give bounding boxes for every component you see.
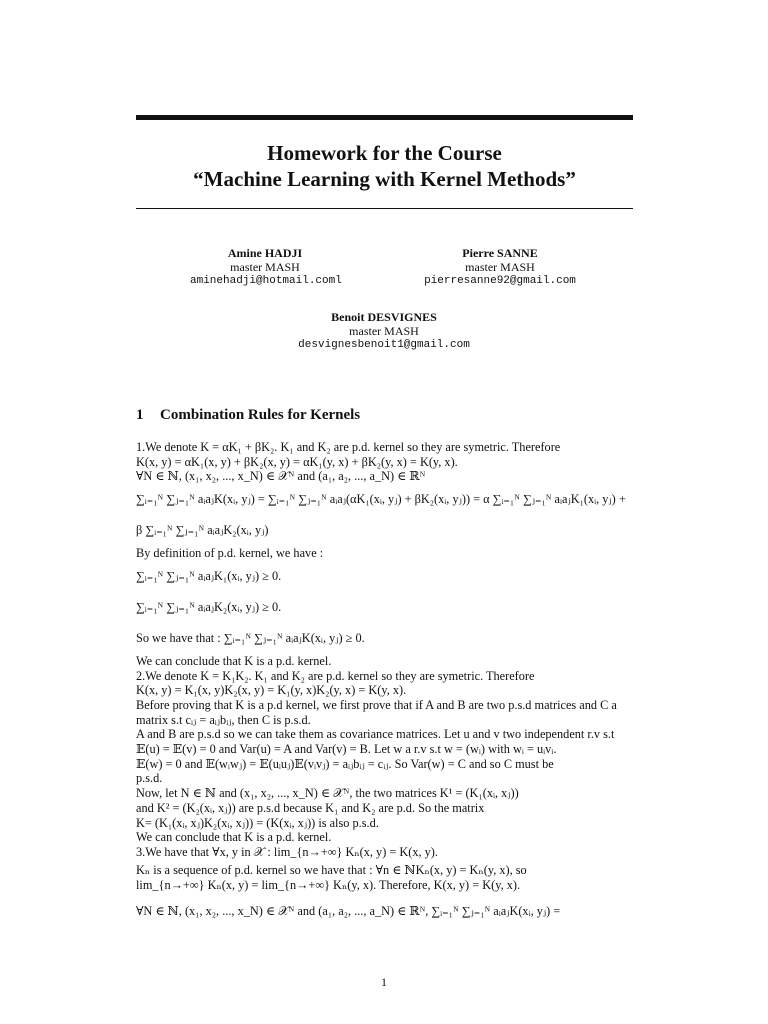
section-number: 1 [136, 407, 144, 423]
paper-title [136, 140, 633, 192]
equation-line: ∑ᵢ₌₁ᴺ ∑ⱼ₌₁ᴺ aᵢaⱼK₁(xᵢ, yⱼ) ≥ 0. [136, 568, 282, 583]
author-block [410, 246, 590, 288]
equation-line: ∑ᵢ₌₁ᴺ ∑ⱼ₌₁ᴺ aᵢaⱼK₂(xᵢ, yⱼ) ≥ 0. [136, 599, 282, 614]
text-line: Before proving that K is a p.d kernel, we first prove that if A and B are two p.s.d matrices and C a [136, 697, 617, 712]
author-name: Pierre SANNE [462, 246, 538, 260]
author-name: Amine HADJI [227, 246, 303, 260]
section-title: Combination Rules for Kernels [160, 407, 361, 423]
author-email: aminehadji@hotmail.coml [190, 275, 342, 287]
author-email: desvignesbenoit1@gmail.com [298, 339, 470, 351]
text-line: A and B are p.s.d so we can take them as covariance matrices. Let u and v two independent r.v s.t [136, 727, 615, 742]
text-line: Now, let N ∈ ℕ and (x₁, x₂, ..., x_N) ∈ 𝒳ᴺ, the two matrices K¹ = (K₁(xᵢ, xⱼ)) [136, 786, 519, 801]
text-line: K(x, y) = K₁(x, y)K₂(x, y) = K₁(y, x)K₂(y, x) = K(y, x). [136, 683, 407, 698]
text-line: 𝔼(u) = 𝔼(v) = 0 and Var(u) = A and Var(v) = B. Let w a r.v s.t w = (wᵢ) with wᵢ = uᵢvᵢ. [136, 742, 557, 757]
equation-line: β ∑ᵢ₌₁ᴺ ∑ⱼ₌₁ᴺ aᵢaⱼK₂(xᵢ, yⱼ) [136, 523, 269, 538]
text-line: Kₙ is a sequence of p.d. kernel so we have that : ∀n ∈ ℕKₙ(x, y) = Kₙ(y, x), so [136, 862, 527, 877]
text-line: matrix s.t cᵢⱼ = aᵢⱼbᵢⱼ, then C is p.s.d. [136, 712, 311, 727]
text-line: ∀N ∈ ℕ, (x₁, x₂, ..., x_N) ∈ 𝒳ᴺ and (a₁, a₂, ..., a_N) ∈ ℝᴺ [136, 469, 426, 484]
page-number: 1 [381, 975, 387, 989]
author-block [190, 246, 340, 288]
text-line: We can conclude that K is a p.d. kernel. [136, 653, 332, 668]
author-affiliation: master MASH [465, 260, 535, 274]
author-affiliation: master MASH [349, 324, 419, 338]
author-affiliation: master MASH [230, 260, 300, 274]
text-line: p.s.d. [136, 771, 163, 786]
text-line: K= (K₁(xᵢ, xⱼ)K₂(xᵢ, xⱼ)) = (K(xᵢ, xⱼ)) is also p.s.d. [136, 815, 379, 830]
equation-line: So we have that : ∑ᵢ₌₁ᴺ ∑ⱼ₌₁ᴺ aᵢaⱼK(xᵢ, yⱼ) ≥ 0. [136, 630, 365, 645]
text-line: By definition of p.d. kernel, we have : [136, 546, 324, 561]
equation-line: ∑ᵢ₌₁ᴺ ∑ⱼ₌₁ᴺ aᵢaⱼK(xᵢ, yⱼ) = ∑ᵢ₌₁ᴺ ∑ⱼ₌₁ᴺ aᵢaⱼ(αK₁(xᵢ, yⱼ) + βK₂(xᵢ, yⱼ)) = α ∑ᵢ₌₁ᴺ ∑ⱼ₌₁ᴺ aᵢaⱼK₁(xᵢ, yⱼ) + [136, 492, 626, 507]
text-line: and K² = (K₂(xᵢ, xⱼ)) are p.s.d because K₁ and K₂ are p.d. So the matrix [136, 800, 485, 815]
section-body [136, 440, 633, 927]
author-name: Benoit DESVIGNES [331, 310, 437, 324]
title-line-2: “Machine Learning with Kernel Methods” [193, 167, 576, 191]
equation-line: lim_{n→+∞} Kₙ(x, y) = lim_{n→+∞} Kₙ(y, x). Therefore, K(x, y) = K(y, x). [136, 877, 521, 892]
text-line: K(x, y) = αK₁(x, y) + βK₂(x, y) = αK₁(y, x) + βK₂(y, x) = K(y, x). [136, 454, 458, 469]
equation-line: 3.We have that ∀x, y in 𝒳 : lim_{n→+∞} Kₙ(x, y) = K(x, y). [136, 844, 438, 859]
text-line: 2.We denote K = K₁K₂. K₁ and K₂ are p.d. kernel so they are symetric. Therefore [136, 668, 535, 683]
text-line: 1.We denote K = αK₁ + βK₂. K₁ and K₂ are p.d. kernel so they are symetric. Therefore [136, 440, 561, 454]
author-email: pierresanne92@gmail.com [424, 275, 576, 287]
author-block [264, 310, 504, 352]
equation-line: ∀N ∈ ℕ, (x₁, x₂, ..., x_N) ∈ 𝒳ᴺ and (a₁, a₂, ..., a_N) ∈ ℝᴺ, ∑ᵢ₌₁ᴺ ∑ⱼ₌₁ᴺ aᵢaⱼK(xᵢ, yⱼ) = [136, 903, 561, 918]
section-heading [136, 407, 360, 424]
title-bottom-rule [136, 208, 633, 209]
text-line: 𝔼(w) = 0 and 𝔼(wᵢwⱼ) = 𝔼(uᵢuⱼ)𝔼(vᵢvⱼ) = aᵢⱼbᵢⱼ = cᵢⱼ. So Var(w) = C and so C must be [136, 756, 554, 771]
title-line-1: Homework for the Course [267, 141, 502, 165]
text-line: We can conclude that K is a p.d. kernel. [136, 830, 332, 845]
title-top-rule [136, 115, 633, 120]
